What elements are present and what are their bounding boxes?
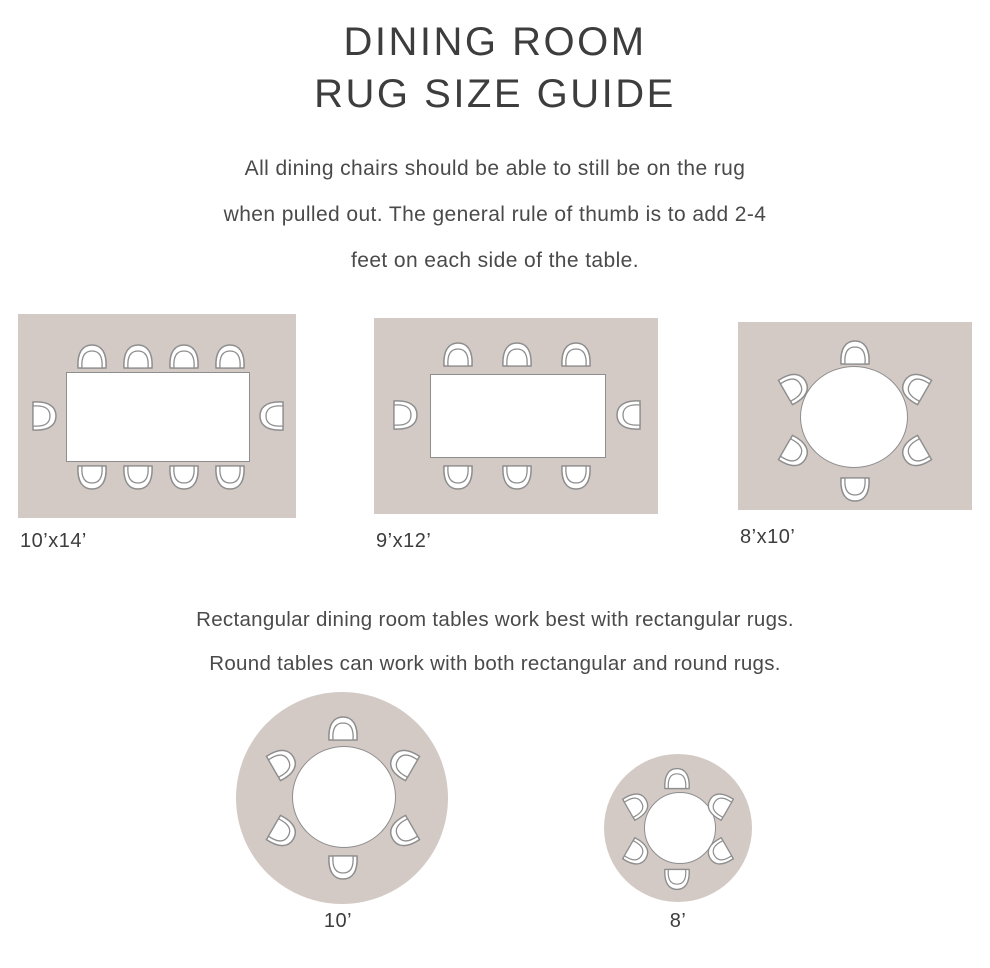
chair-icon bbox=[441, 462, 475, 492]
dining-table-rectangular bbox=[66, 372, 250, 462]
chair-icon bbox=[213, 462, 247, 492]
chair-icon bbox=[838, 338, 872, 368]
figure-rug-10x14 bbox=[18, 314, 296, 552]
rug-shape-9x12 bbox=[374, 318, 658, 514]
figure-caption: 9’x12’ bbox=[376, 530, 432, 552]
chair-icon bbox=[75, 342, 109, 372]
mid-note-line-2: Round tables can work with both rectangular and round rugs. bbox=[209, 652, 781, 675]
figure-caption: 10’ bbox=[323, 910, 353, 932]
figure-caption: 8’x10’ bbox=[740, 526, 796, 548]
chair-icon bbox=[167, 462, 201, 492]
rectangular-rug-row bbox=[0, 314, 990, 564]
chair-icon bbox=[500, 340, 534, 370]
mid-note-text bbox=[0, 598, 990, 686]
mid-note-line-1: Rectangular dining room tables work best with rectangular rugs. bbox=[196, 608, 794, 631]
chair-icon bbox=[326, 852, 360, 882]
chair-icon bbox=[390, 398, 420, 432]
chair-icon bbox=[441, 340, 475, 370]
figure-rug-8x10 bbox=[738, 322, 972, 548]
intro-line-2: when pulled out. The general rule of thumb is to add 2-4 bbox=[223, 203, 767, 226]
chair-icon bbox=[559, 462, 593, 492]
chair-icon bbox=[500, 462, 534, 492]
figure-caption: 8’ bbox=[669, 910, 687, 932]
title-line-1: DINING ROOM bbox=[343, 20, 647, 64]
round-rug-row bbox=[0, 692, 990, 968]
figure-rug-8-round bbox=[604, 754, 752, 932]
chair-icon bbox=[257, 399, 287, 433]
rug-shape-8x10 bbox=[738, 322, 972, 510]
rug-shape-10-round bbox=[236, 692, 448, 904]
chair-icon bbox=[559, 340, 593, 370]
chair-icon bbox=[121, 462, 155, 492]
chair-icon bbox=[121, 342, 155, 372]
chair-icon bbox=[326, 714, 360, 744]
dining-table-rectangular bbox=[430, 374, 606, 458]
chair-icon bbox=[838, 474, 872, 504]
title-line-2: RUG SIZE GUIDE bbox=[314, 72, 676, 116]
intro-line-1: All dining chairs should be able to still be on the rug bbox=[244, 157, 746, 180]
dining-table-round bbox=[800, 366, 908, 468]
chair-icon bbox=[167, 342, 201, 372]
chair-icon bbox=[29, 399, 59, 433]
figure-rug-9x12 bbox=[374, 318, 658, 552]
chair-icon bbox=[662, 866, 692, 892]
chair-icon bbox=[213, 342, 247, 372]
figure-rug-10-round bbox=[236, 692, 448, 932]
rug-shape-10x14 bbox=[18, 314, 296, 518]
page-title bbox=[0, 0, 990, 120]
figure-caption: 10’x14’ bbox=[20, 530, 87, 552]
chair-icon bbox=[662, 766, 692, 792]
chair-icon bbox=[75, 462, 109, 492]
rug-shape-8-round bbox=[604, 754, 752, 902]
intro-line-3: feet on each side of the table. bbox=[351, 249, 639, 272]
intro-text bbox=[0, 146, 990, 284]
dining-table-round bbox=[292, 746, 396, 848]
chair-icon bbox=[614, 398, 644, 432]
